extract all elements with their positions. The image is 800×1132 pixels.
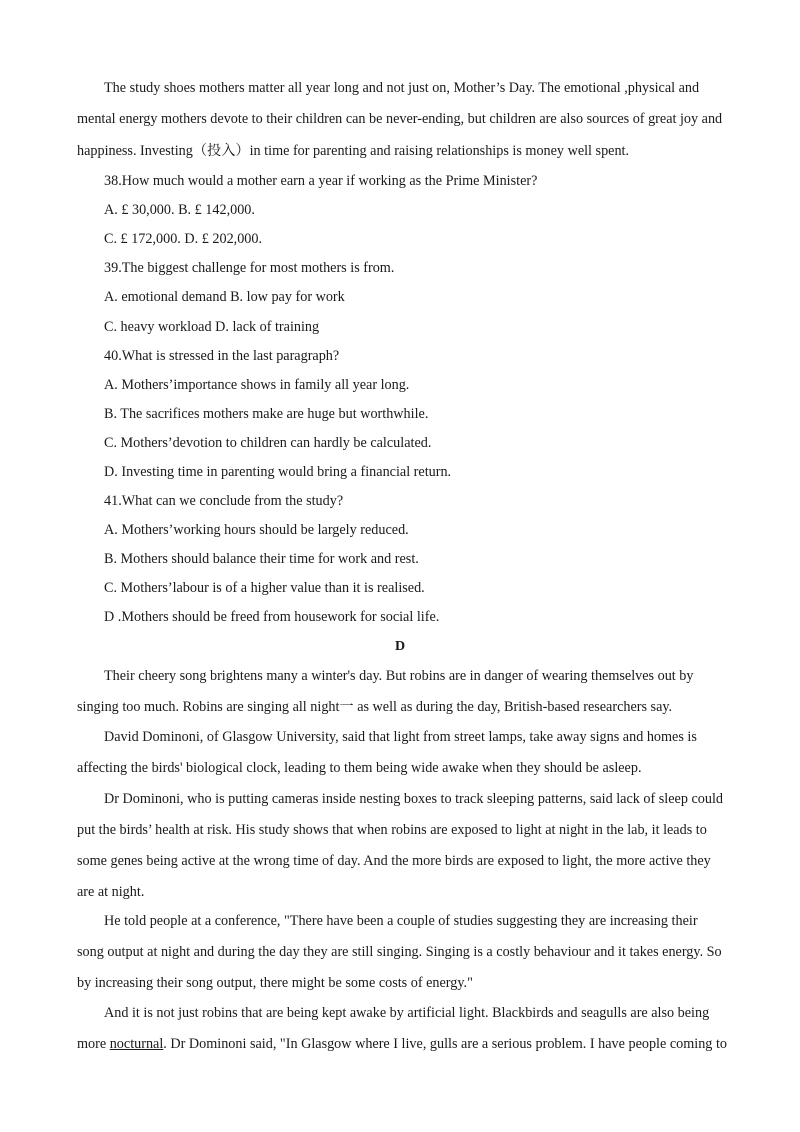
section-d-line: by increasing their song output, there might be some costs of energy." (77, 975, 473, 991)
question-38-options-cd: C. £ 172,000. D. £ 202,000. (104, 231, 263, 247)
section-d-line: Dr Dominoni, who is putting cameras inside nesting boxes to track sleeping patterns, said lack of sleep could (104, 791, 723, 807)
section-d-line: song output at night and during the day they are still singing. Singing is a costly behaviour and it takes energy. So (77, 944, 722, 960)
question-39-stem: 39.The biggest challenge for most mothers is from. (104, 260, 395, 276)
passage-c-line: happiness. Investing（投入）in time for parenting and raising relationships is money well spent. (77, 143, 630, 159)
question-38-options-ab: A. £ 30,000. B. £ 142,000. (104, 202, 255, 218)
section-d-line: And it is not just robins that are being kept awake by artificial light. Blackbirds and seagulls are also being (104, 1005, 710, 1021)
question-40-option-d: D. Investing time in parenting would bring a financial return. (104, 464, 452, 480)
section-d-line: Their cheery song brightens many a winter's day. But robins are in danger of wearing themselves out by (104, 668, 694, 684)
line-suffix: . Dr Dominoni said, "In Glasgow where I live, gulls are a serious problem. I have people coming to (163, 1036, 727, 1052)
question-39-options-cd: C. heavy workload D. lack of training (104, 319, 320, 335)
question-40-option-a: A. Mothers’importance shows in family all year long. (104, 377, 410, 393)
question-41-option-c: C. Mothers’labour is of a higher value than it is realised. (104, 580, 425, 596)
question-41-stem: 41.What can we conclude from the study? (104, 493, 344, 509)
section-d-line: David Dominoni, of Glasgow University, said that light from street lamps, take away signs and homes is (104, 729, 697, 745)
section-d-line: singing too much. Robins are singing all night一 as well as during the day, British-based researchers say. (77, 699, 673, 715)
question-40-stem: 40.What is stressed in the last paragraph? (104, 348, 340, 364)
section-d-line: some genes being active at the wrong time of day. And the more birds are exposed to light, the more active they (77, 853, 711, 869)
question-38-stem: 38.How much would a mother earn a year if working as the Prime Minister? (104, 173, 538, 189)
question-41-option-a: A. Mothers’working hours should be largely reduced. (104, 522, 409, 538)
section-d-line (77, 1035, 727, 1053)
passage-c-line: The study shoes mothers matter all year long and not just on, Mother’s Day. The emotional ,physical and (104, 80, 700, 96)
question-41-option-d: D .Mothers should be freed from housework for social life. (104, 609, 440, 625)
question-39-options-ab: A. emotional demand B. low pay for work (104, 289, 345, 305)
question-40-option-c: C. Mothers’devotion to children can hardly be calculated. (104, 435, 432, 451)
question-41-option-b: B. Mothers should balance their time for work and rest. (104, 551, 419, 567)
passage-c-line: mental energy mothers devote to their children can be never-ending, but children are also sources of great joy and (77, 111, 723, 127)
underlined-word-nocturnal: nocturnal (109, 1036, 164, 1052)
section-d-heading: D (394, 639, 406, 654)
section-d-line: affecting the birds' biological clock, leading to them being wide awake when they should be asleep. (77, 760, 642, 776)
section-d-line: He told people at a conference, "There have been a couple of studies suggesting they are increasing their (104, 913, 698, 929)
section-d-line: put the birds’ health at risk. His study shows that when robins are exposed to light at night in the lab, it leads to (77, 822, 707, 838)
section-d-line: are at night. (77, 884, 145, 900)
question-40-option-b: B. The sacrifices mothers make are huge but worthwhile. (104, 406, 429, 422)
line-prefix: more (77, 1036, 110, 1052)
